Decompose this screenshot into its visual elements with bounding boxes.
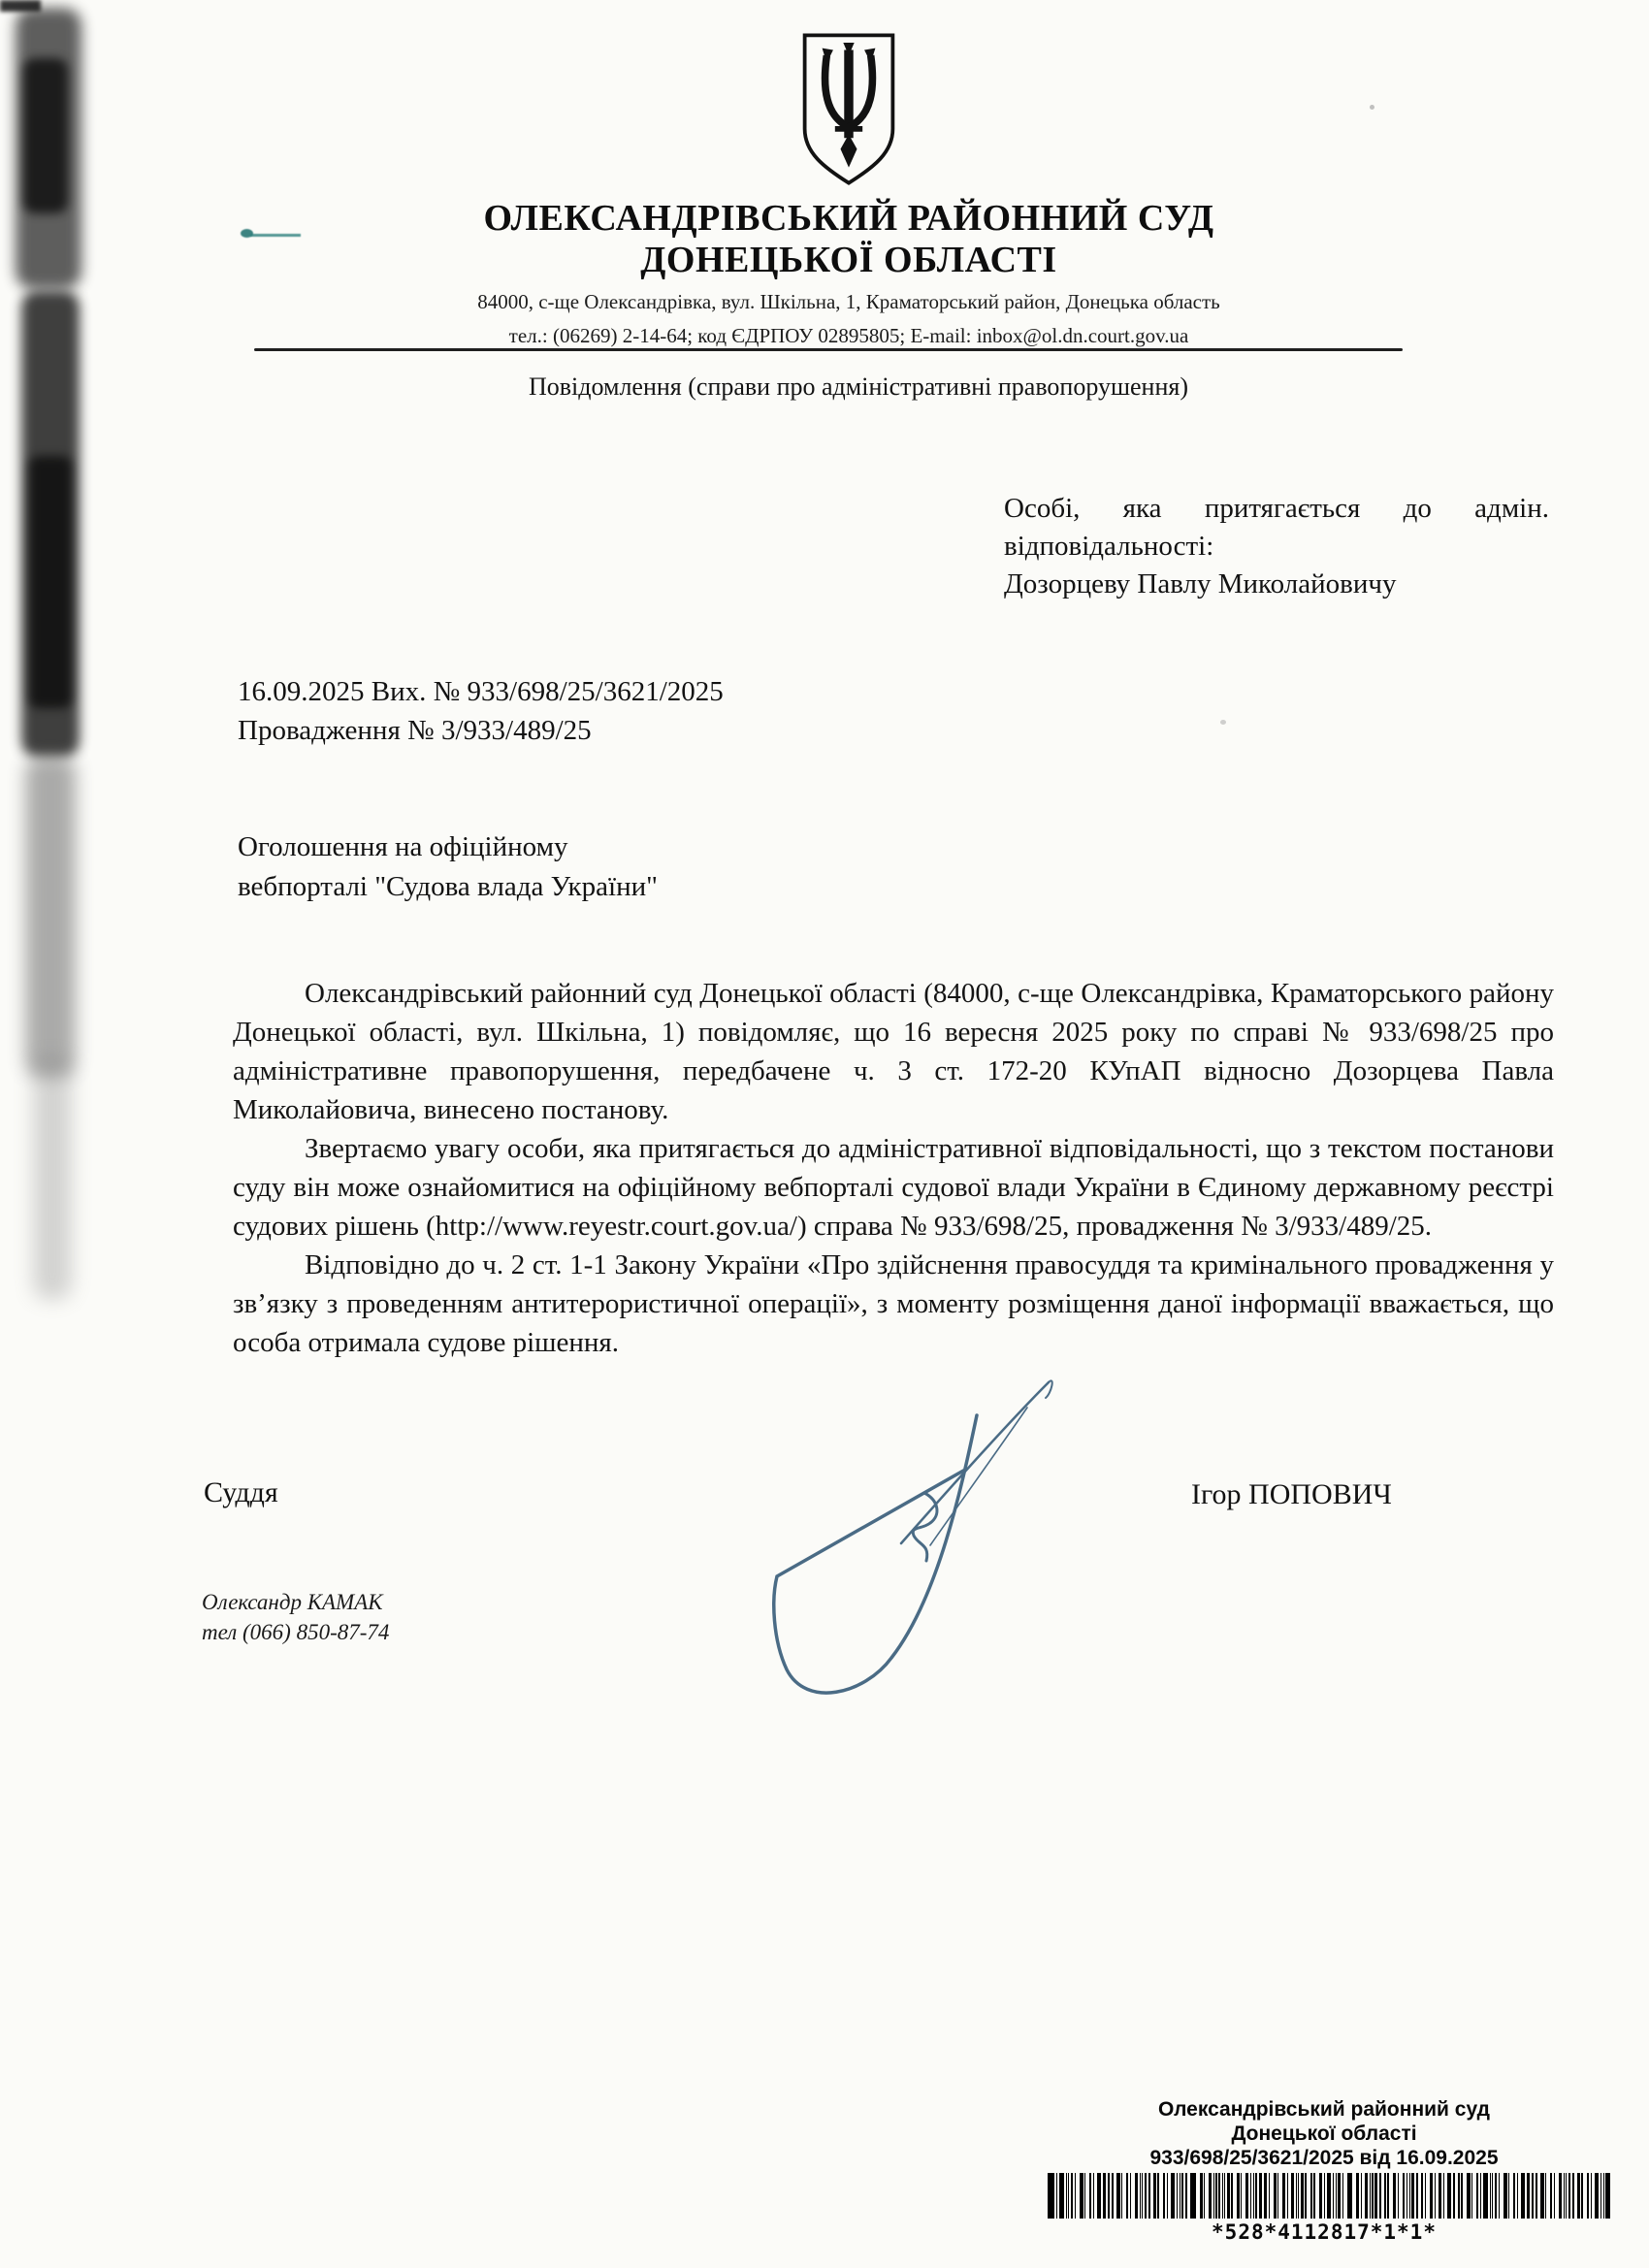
scan-smudge-strip — [16, 8, 81, 289]
announcement-line: Оголошення на офіційному — [238, 831, 568, 862]
body-paragraph: Звертаємо увагу особи, яка притягається до адміністративної відповідальності, що з текстом постанови суду він може ознайомитися на офіційному вебпорталі судової влади України в Єдиному державному реєстрі судових рішень (http://www.reyestr.court.gov.ua/) справа № 933/698/25, провадження № 3/933/489/25. — [233, 1133, 1554, 1242]
court-address: 84000, с-ще Олександрівка, вул. Шкільна, 1, Краматорський район, Донецька область — [477, 290, 1220, 313]
scan-smudge-strip — [33, 1057, 72, 1300]
stamp-court-line2: Донецької області — [1231, 2122, 1417, 2145]
court-name-line2: ДОНЕЦЬКОЇ ОБЛАСТІ — [640, 240, 1057, 280]
scan-smudge-strip — [21, 291, 80, 757]
addressee-line: відповідальності: — [1004, 531, 1214, 562]
court-name-line1: ОЛЕКСАНДРІВСЬКИЙ РАЙОННИЙ СУД — [483, 198, 1214, 239]
letter-body — [233, 974, 1554, 1362]
reference-block — [238, 672, 724, 750]
body-paragraph: Олександрівський районний суд Донецької області (84000, с-ще Олександрівка, Краматорського району Донецької області, вул. Шкільна, 1) повідомляє, що 16 вересня 2025 року по справі № 933/698/25 про адміністративне правопорушення, передбачене ч. 3 ст. 172-20 КУпАП відносно Дозорцева Павла Миколайовича, винесено постанову. — [233, 978, 1554, 1125]
scan-smudge-strip — [25, 757, 76, 1077]
scan-corner-artifact — [0, 0, 41, 12]
letterhead — [175, 0, 1523, 349]
clerk-phone: тел (066) 850-87-74 — [202, 1620, 390, 1644]
addressee-block — [1004, 490, 1549, 603]
stamp-doc-number: 933/698/25/3621/2025 від 16.09.2025 — [1149, 2147, 1499, 2169]
stamp-court-line1: Олександрівський районний суд — [1158, 2098, 1490, 2121]
clerk-contact-block — [202, 1587, 389, 1647]
addressee-line: Особі, яка притягається до адмін. — [1004, 493, 1549, 524]
scan-smudge-strip — [23, 58, 68, 213]
judge-title-label: Суддя — [204, 1476, 278, 1508]
judge-signature-ink — [694, 1353, 1111, 1732]
outgoing-number: 16.09.2025 Вих. № 933/698/25/3621/2025 — [238, 676, 724, 707]
clerk-name: Олександр КАМАК — [202, 1590, 383, 1614]
judge-name: Ігор ПОПОВИЧ — [1191, 1478, 1392, 1510]
scan-speck — [1220, 720, 1226, 725]
header-divider-line — [254, 348, 1403, 351]
proceeding-number: Провадження № 3/933/489/25 — [238, 715, 592, 746]
court-contacts: тел.: (06269) 2-14-64; код ЄДРПОУ 02895805; E-mail: inbox@ol.dn.court.gov.ua — [508, 324, 1189, 347]
body-paragraph: Відповідно до ч. 2 ст. 1-1 Закону України «Про здійснення правосуддя та кримінального провадження у зв’язку з проведенням антитерористичної операції», з моменту розміщення даної інформації вважається, що особа отримала судове рішення. — [233, 1249, 1554, 1358]
registration-stamp — [1048, 2097, 1600, 2244]
announcement-heading — [238, 827, 658, 907]
scan-smudge-strip — [29, 456, 72, 708]
addressee-line: Дозорцеву Павлу Миколайовичу — [1004, 568, 1397, 599]
barcode-caption: *528*4112817*1*1* — [1212, 2220, 1437, 2244]
subject-line: Повідомлення (справи про адміністративні правопорушення) — [528, 373, 1188, 401]
announcement-line: вебпорталі "Судова влада України" — [238, 871, 658, 902]
ukraine-trident-emblem-icon — [798, 29, 899, 190]
barcode — [1048, 2173, 1610, 2219]
